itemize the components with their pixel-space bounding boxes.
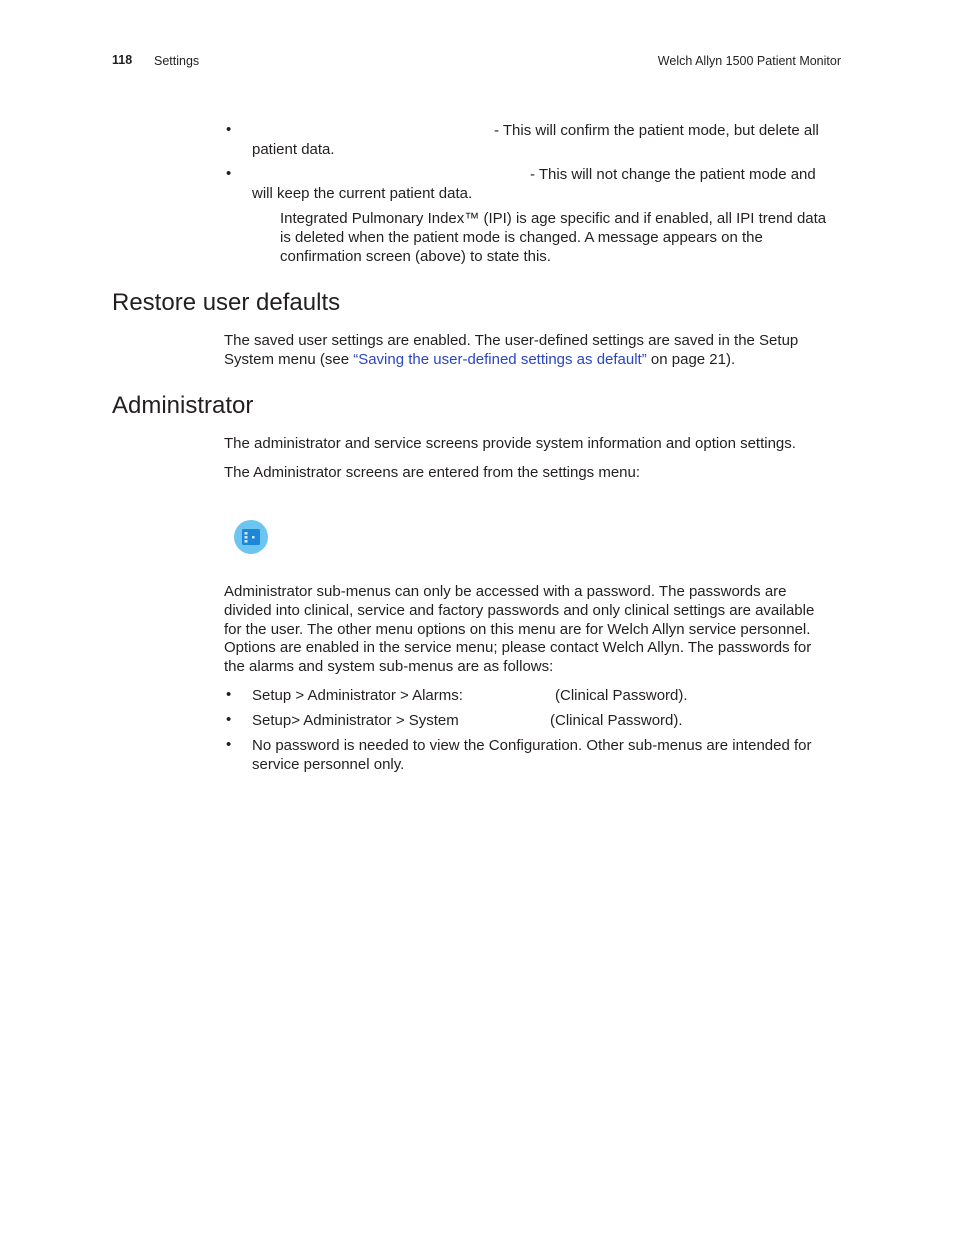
admin-para-3-line-2: divided into clinical, service and factory passwords and only clinical settings are available bbox=[224, 602, 815, 619]
restore-line-2 bbox=[224, 350, 735, 369]
admin-para-3-line-3: for the user. The other menu options on this menu are for Welch Allyn service personnel. bbox=[224, 621, 811, 638]
bullet-dot: • bbox=[226, 686, 232, 703]
bullet-2-line2: will keep the current patient data. bbox=[252, 185, 473, 202]
system-password: (Clinical Password). bbox=[550, 712, 683, 729]
bullet-dot: • bbox=[226, 736, 232, 753]
admin-para-2: The Administrator screens are entered from the settings menu: bbox=[224, 464, 641, 481]
administrator-menu-icon bbox=[234, 520, 268, 554]
bullet-2-line1: - This will not change the patient mode and bbox=[530, 166, 816, 183]
system-path: Setup> Administrator > System bbox=[252, 712, 459, 729]
admin-para-3-line-1: Administrator sub-menus can only be accessed with a password. The passwords are bbox=[224, 583, 787, 600]
config-note-line-1: No password is needed to view the Configuration. Other sub-menus are intended for bbox=[252, 737, 812, 754]
admin-para-1: The administrator and service screens provide system information and option settings. bbox=[224, 435, 796, 452]
restore-line2-pre: System menu (see bbox=[224, 351, 354, 368]
bullet-dot: • bbox=[226, 711, 232, 728]
config-note-line-2: service personnel only. bbox=[252, 756, 405, 773]
alarms-password: (Clinical Password). bbox=[555, 687, 688, 704]
saving-defaults-link[interactable]: “Saving the user-defined settings as default” bbox=[353, 351, 647, 368]
note-line-2: is deleted when the patient mode is changed. A message appears on the bbox=[280, 229, 763, 246]
bullet-1-line1: - This will confirm the patient mode, but delete all bbox=[494, 122, 819, 139]
admin-para-3-line-5: the alarms and system sub-menus are as follows: bbox=[224, 658, 554, 675]
restore-line-1: The saved user settings are enabled. The user-defined settings are saved in the Setup bbox=[224, 332, 799, 349]
page-number: 118 bbox=[112, 53, 133, 67]
bullet-1-line2: patient data. bbox=[252, 141, 335, 158]
bullet-dot: • bbox=[226, 165, 232, 182]
admin-para-3-line-4: Options are enabled in the service menu; please contact Welch Allyn. The passwords for bbox=[224, 639, 812, 656]
running-title: Welch Allyn 1500 Patient Monitor bbox=[657, 54, 841, 68]
running-section: Settings bbox=[154, 54, 200, 68]
restore-heading: Restore user defaults bbox=[112, 289, 341, 316]
administrator-heading: Administrator bbox=[112, 392, 254, 419]
restore-line2-post: on page 21). bbox=[646, 351, 736, 368]
bullet-dot: • bbox=[226, 121, 232, 138]
note-line-3: confirmation screen (above) to state this. bbox=[280, 248, 551, 265]
alarms-path: Setup > Administrator > Alarms: bbox=[252, 687, 463, 704]
note-line-1: Integrated Pulmonary Index™ (IPI) is age specific and if enabled, all IPI trend data bbox=[280, 210, 827, 227]
